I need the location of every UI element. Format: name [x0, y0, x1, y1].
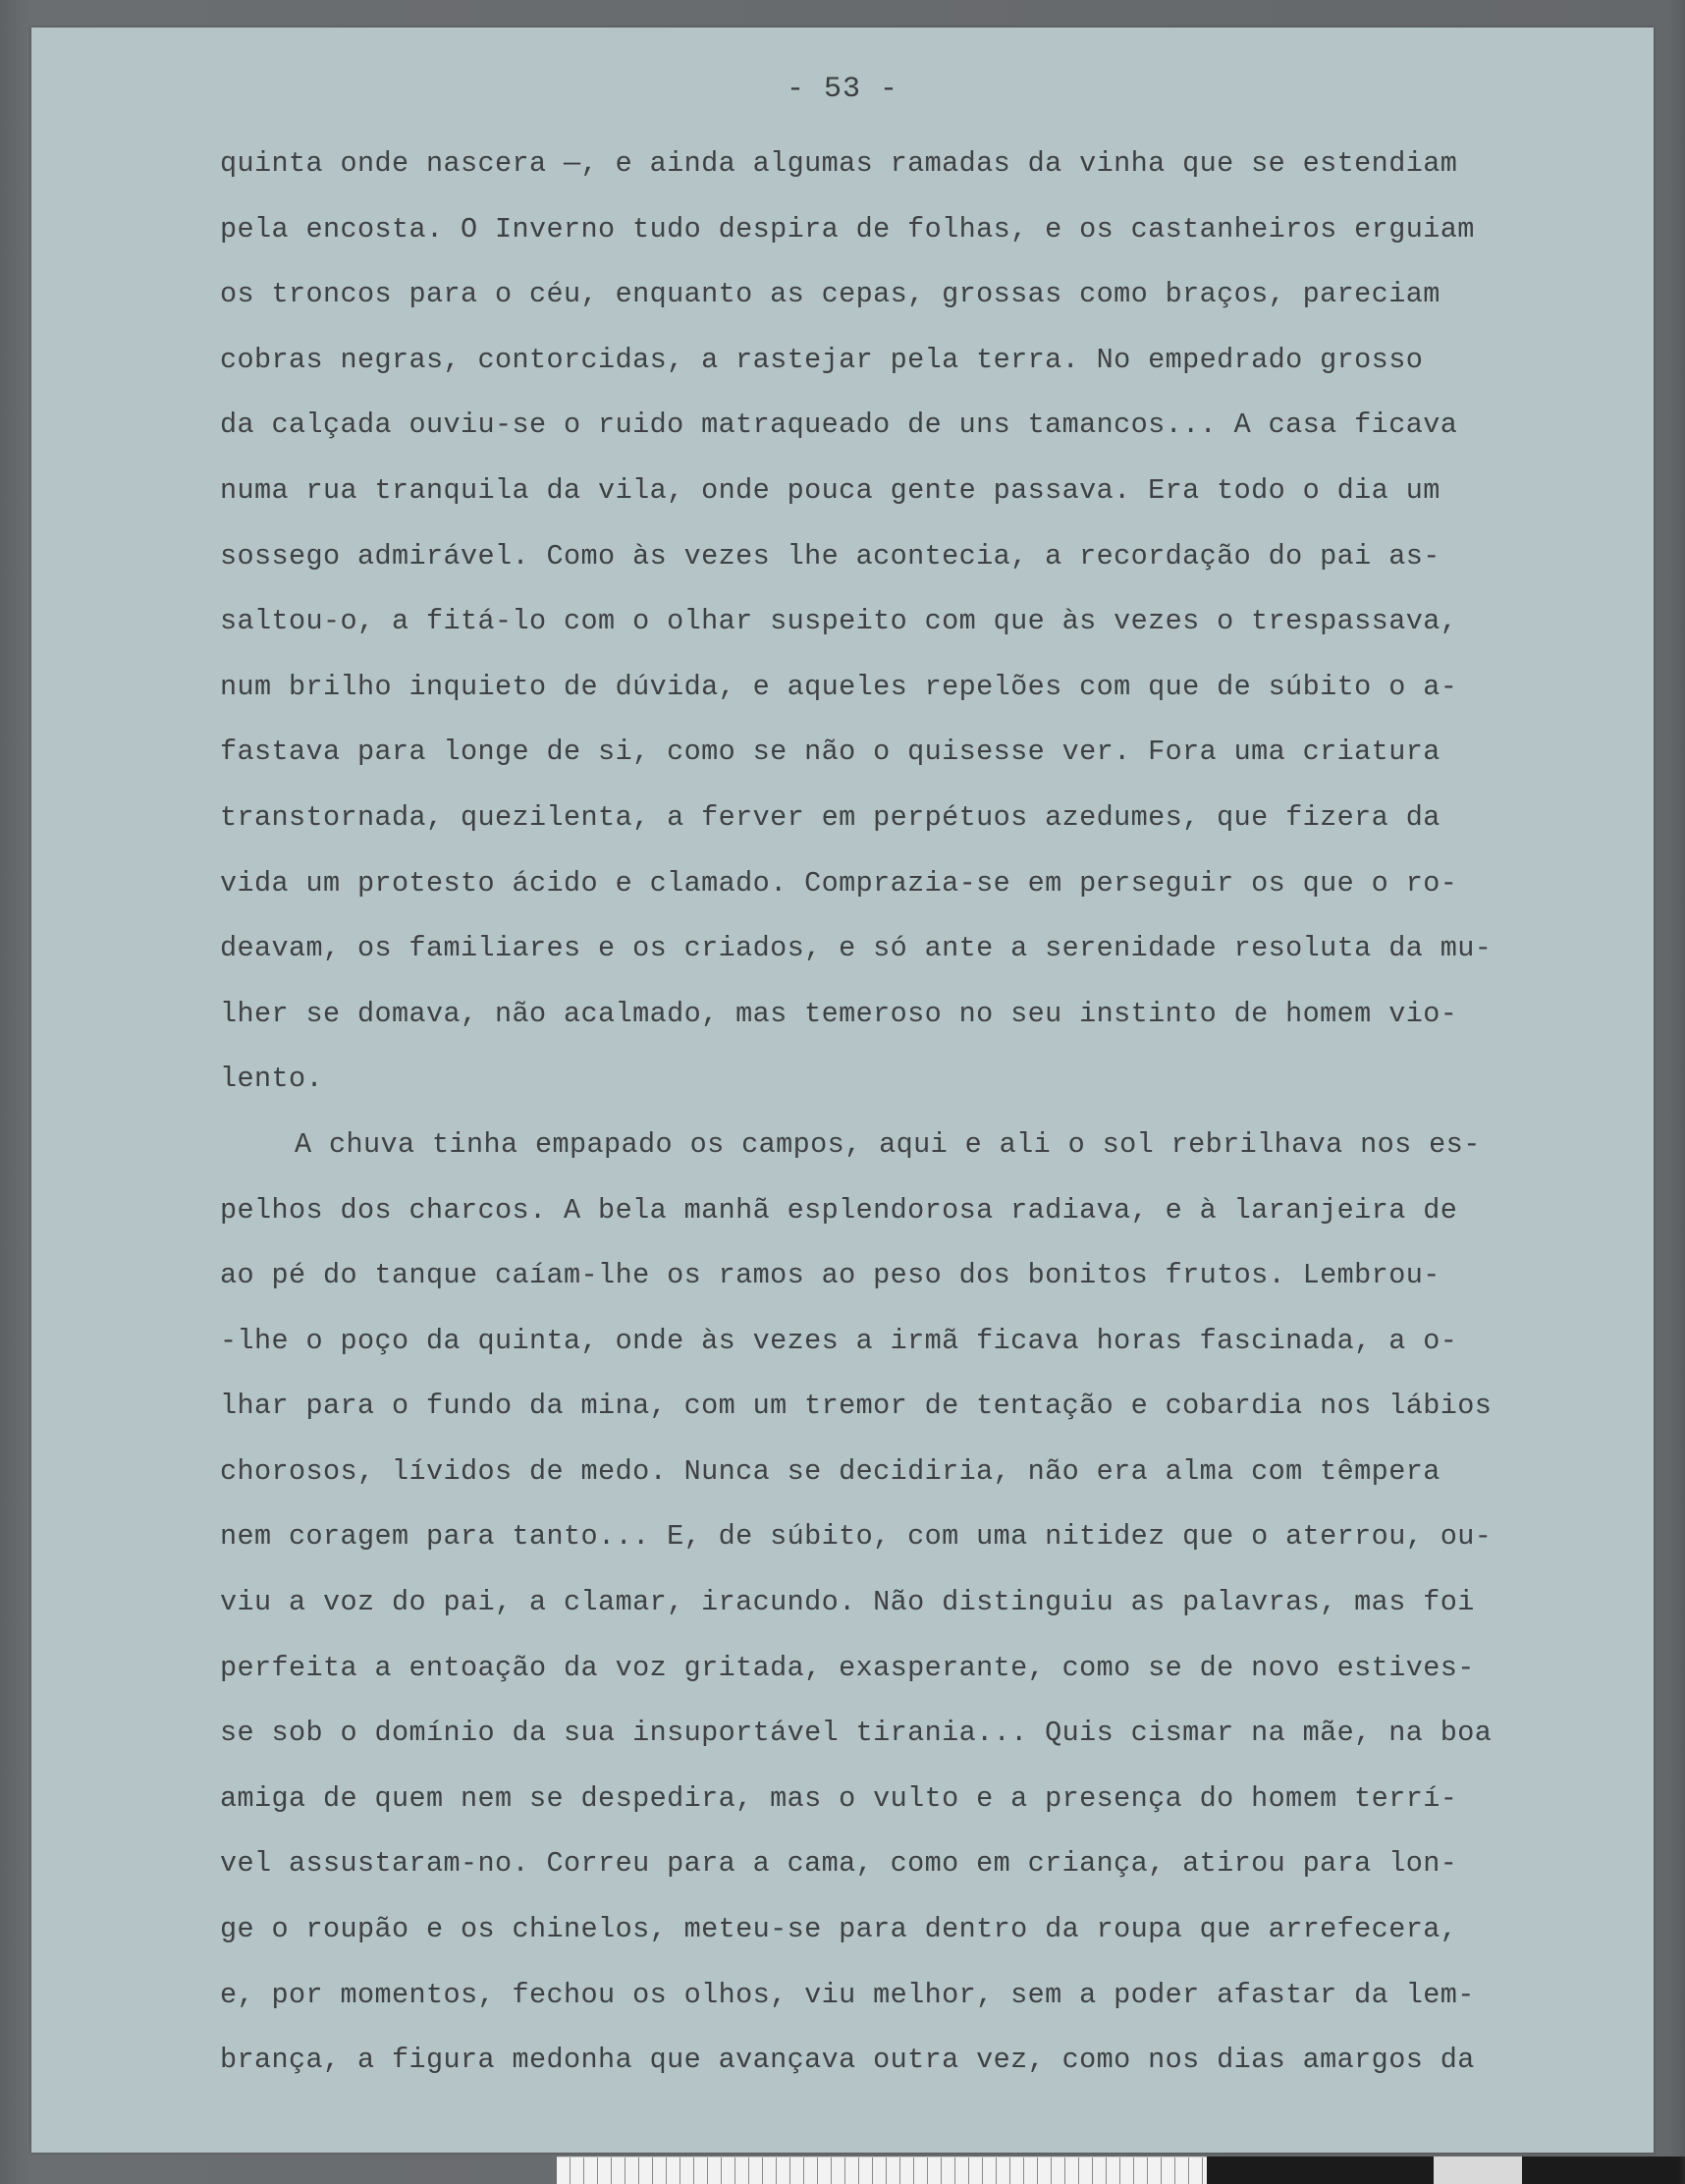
text-line: perfeita a entoação da voz gritada, exasperante, como se de novo estives-: [220, 1651, 1475, 1684]
text-line: -lhe o poço da quinta, onde às vezes a irmã ficava horas fascinada, a o-: [220, 1324, 1458, 1357]
text-line: cobras negras, contorcidas, a rastejar pela terra. No empedrado grosso: [220, 343, 1424, 376]
text-line: num brilho inquieto de dúvida, e aqueles repelões com que de súbito o a-: [220, 670, 1458, 703]
text-line: se sob o domínio da sua insuportável tirania... Quis cismar na mãe, na boa: [220, 1717, 1493, 1750]
text-line: ge o roupão e os chinelos, meteu-se para dentro da roupa que arrefecera,: [220, 1913, 1458, 1946]
text-line: da calçada ouviu-se o ruido matraqueado de uns tamancos... A casa ficava: [220, 409, 1458, 442]
text-line: vida um protesto ácido e clamado. Comprazia-se em perseguir os que o ro-: [220, 866, 1458, 900]
text-line: sossego admirável. Como às vezes lhe acontecia, a recordação do pai as-: [220, 539, 1440, 573]
text-line: vel assustaram-no. Correu para a cama, como em criança, atirou para lon-: [220, 1847, 1458, 1881]
text-line: pela encosta. O Inverno tudo despira de folhas, e os castanheiros erguiam: [220, 212, 1475, 246]
gray-patch: [1434, 2157, 1522, 2184]
text-line: fastava para longe de si, como se não o quisesse ver. Fora uma criatura: [220, 736, 1440, 769]
text-line: quinta onde nascera —, e ainda algumas ramadas da vinha que se estendiam: [220, 147, 1458, 180]
paragraph-start-line: A chuva tinha empapado os campos, aqui e ali o sol rebrilhava nos es-: [295, 1127, 1481, 1161]
text-line: os troncos para o céu, enquanto as cepas, grossas como braços, pareciam: [220, 278, 1440, 311]
text-line: nem coragem para tanto... E, de súbito, com uma nitidez que o aterrou, ou-: [220, 1520, 1493, 1554]
text-line: pelhos dos charcos. A bela manhã esplendorosa radiava, e à laranjeira de: [220, 1193, 1458, 1227]
typewritten-sheet: [31, 27, 1654, 2153]
text-line: transtornada, quezilenta, a ferver em perpétuos azedumes, que fizera da: [220, 800, 1440, 834]
text-line: numa rua tranquila da vila, onde pouca gente passava. Era todo o dia um: [220, 473, 1440, 507]
body-text: [220, 132, 1673, 2094]
text-line: saltou-o, a fitá-lo com o olhar suspeito com que às vezes o trespassava,: [220, 605, 1458, 638]
text-line: ao pé do tanque caíam-lhe os ramos ao peso dos bonitos frutos. Lembrou-: [220, 1259, 1440, 1292]
text-line: lhar para o fundo da mina, com um tremor de tentação e cobardia nos lábios: [220, 1390, 1493, 1423]
page-number: - 53 -: [786, 73, 899, 106]
text-line: chorosos, lívidos de medo. Nunca se decidiria, não era alma com têmpera: [220, 1454, 1440, 1488]
text-line: deavam, os familiares e os criados, e só ante a serenidade resoluta da mu-: [220, 932, 1493, 965]
text-line: e, por momentos, fechou os olhos, viu melhor, sem a poder afastar da lem-: [220, 1978, 1475, 2011]
scale-ruler: [557, 2157, 1207, 2184]
text-line: amiga de quem nem se despedira, mas o vulto e a presença do homem terrí-: [220, 1781, 1458, 1815]
text-line: brança, a figura medonha que avançava outra vez, como nos dias amargos da: [220, 2044, 1475, 2077]
text-line: lento.: [220, 1063, 324, 1096]
text-line: viu a voz do pai, a clamar, iracundo. Não distinguiu as palavras, mas foi: [220, 1586, 1475, 1619]
text-line: lher se domava, não acalmado, mas temeroso no seu instinto de homem vio-: [220, 997, 1458, 1030]
